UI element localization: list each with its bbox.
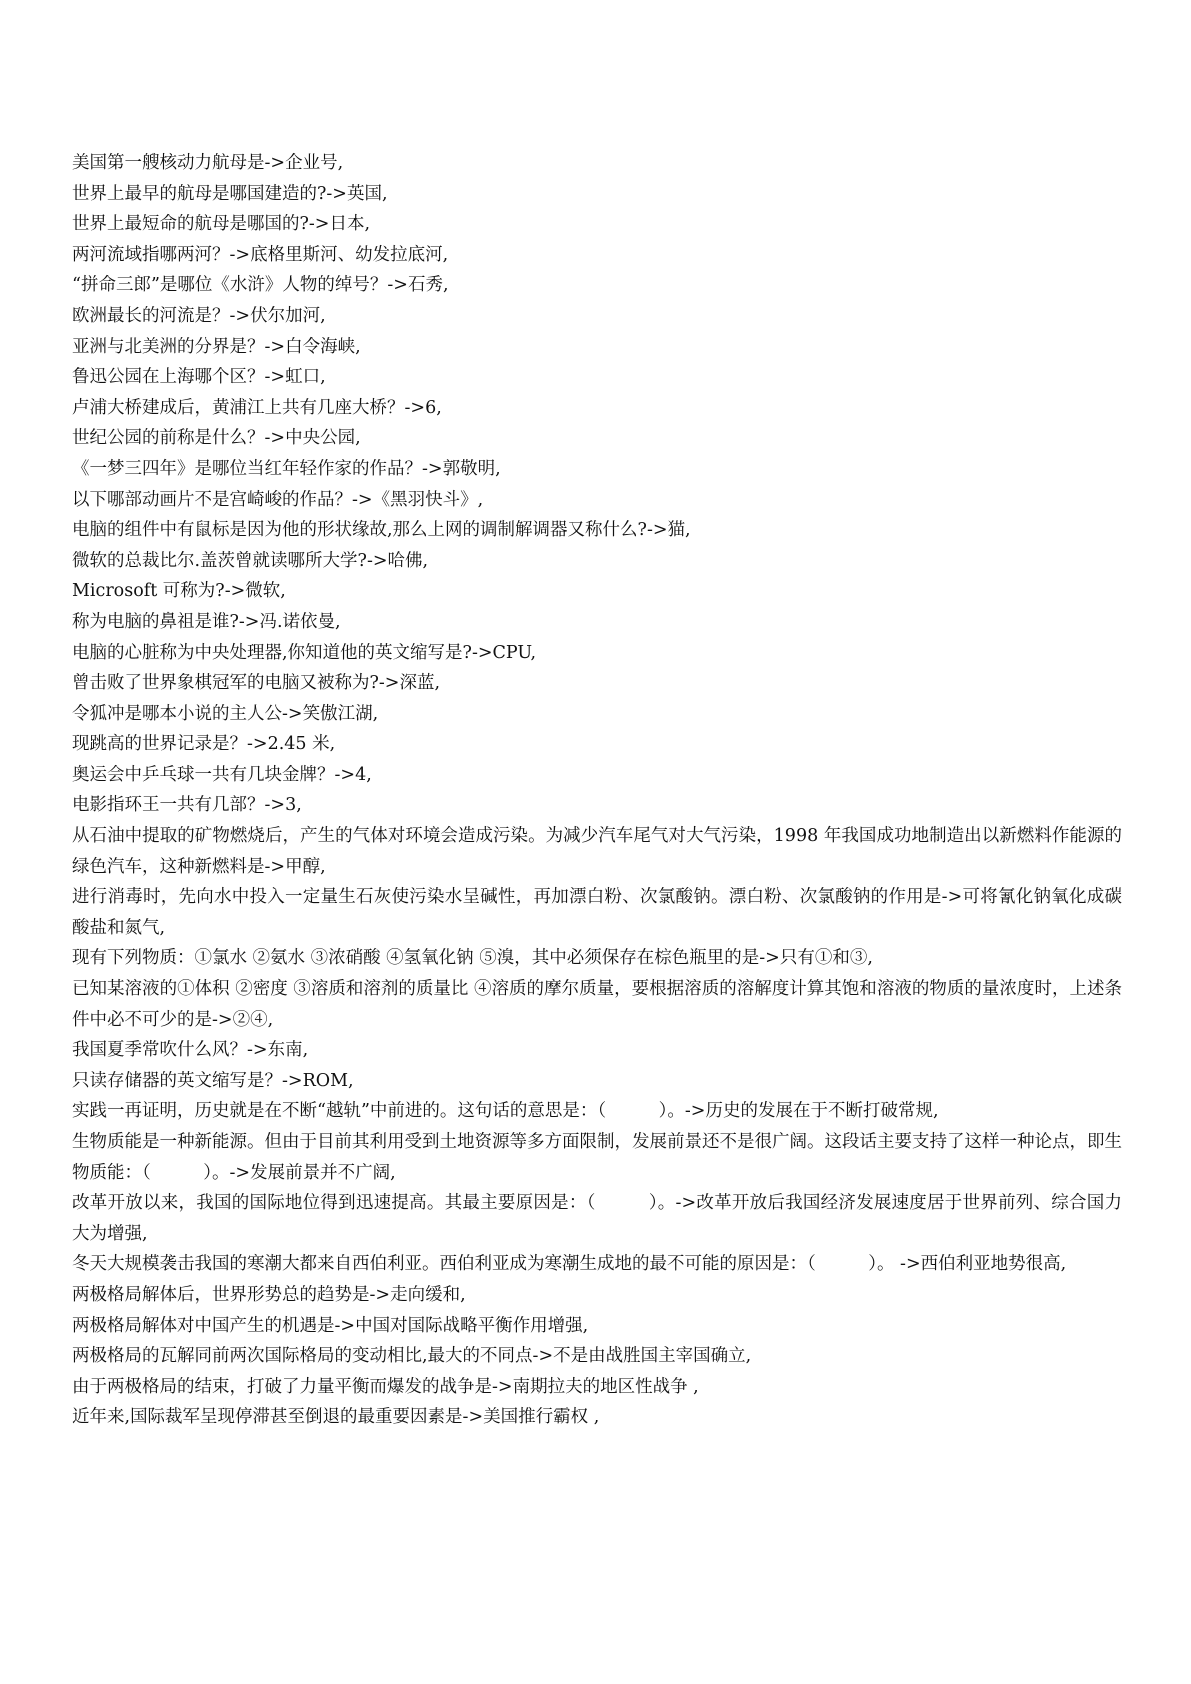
qa-line: 生物质能是一种新能源。但由于目前其利用受到土地资源等多方面限制，发展前景还不是很广阔。这段话主要支持了这样一种论点，即生物质能：（ ）。->发展前景并不广阔, bbox=[72, 1132, 1122, 1183]
qa-line: 奥运会中乒乓球一共有几块金牌？->4, bbox=[72, 764, 372, 785]
qa-line: 只读存储器的英文缩写是？->ROM, bbox=[72, 1070, 354, 1091]
qa-line: 改革开放以来，我国的国际地位得到迅速提高。其最主要原因是：（ ）。->改革开放后我国经济发展速度居于世界前列、综合国力大为增强, bbox=[72, 1193, 1122, 1244]
qa-line: 由于两极格局的结束，打破了力量平衡而爆发的战争是->南期拉夫的地区性战争 , bbox=[72, 1376, 699, 1397]
qa-line: 冬天大规模袭击我国的寒潮大都来自西伯利亚。西伯利亚成为寒潮生成地的最不可能的原因是：（ ）。 ->西伯利亚地势很高, bbox=[72, 1254, 1067, 1275]
qa-line: 令狐冲是哪本小说的主人公->笑傲江湖, bbox=[72, 703, 379, 724]
qa-line: 电脑的组件中有鼠标是因为他的形状缘故,那么上网的调制解调器又称什么?->猫, bbox=[72, 520, 691, 541]
qa-line: 两河流域指哪两河？->底格里斯河、幼发拉底河, bbox=[72, 244, 449, 265]
qa-line: 以下哪部动画片不是宫崎峻的作品？->《黑羽快斗》, bbox=[72, 489, 484, 510]
qa-line: 《一梦三四年》是哪位当红年轻作家的作品？->郭敬明, bbox=[72, 458, 501, 479]
qa-line: 从石油中提取的矿物燃烧后，产生的气体对环境会造成污染。为减少汽车尾气对大气污染，1998 年我国成功地制造出以新燃料作能源的绿色汽车，这种新燃料是->甲醇, bbox=[72, 826, 1122, 877]
qa-line: 亚洲与北美洲的分界是？->白令海峡, bbox=[72, 336, 361, 357]
qa-line: 世界上最短命的航母是哪国的?->日本, bbox=[72, 214, 371, 235]
qa-line: “拼命三郎”是哪位《水浒》人物的绰号？->石秀, bbox=[72, 275, 449, 296]
qa-line: 微软的总裁比尔.盖茨曾就读哪所大学?->哈佛, bbox=[72, 550, 429, 571]
qa-line: 欧洲最长的河流是？->伏尔加河, bbox=[72, 305, 326, 326]
qa-line: Microsoft 可称为?->微软, bbox=[72, 581, 286, 602]
qa-line: 曾击败了世界象棋冠军的电脑又被称为?->深蓝, bbox=[72, 673, 441, 694]
qa-line: 世纪公园的前称是什么？->中央公园, bbox=[72, 428, 361, 449]
qa-line: 我国夏季常吹什么风？->东南, bbox=[72, 1040, 309, 1061]
qa-line: 称为电脑的鼻祖是谁?->冯.诺依曼, bbox=[72, 611, 341, 632]
qa-line: 两极格局的瓦解同前两次国际格局的变动相比,最大的不同点->不是由战胜国主宰国确立, bbox=[72, 1346, 752, 1367]
qa-line: 世界上最早的航母是哪国建造的?->英国, bbox=[72, 183, 388, 204]
qa-line: 电影指环王一共有几部？->3, bbox=[72, 795, 302, 816]
qa-line: 卢浦大桥建成后，黄浦江上共有几座大桥？->6, bbox=[72, 397, 442, 418]
qa-line: 已知某溶液的①体积 ②密度 ③溶质和溶剂的质量比 ④溶质的摩尔质量，要根据溶质的溶解度计算其饱和溶液的物质的量浓度时，上述条件中必不可少的是->②④, bbox=[72, 979, 1122, 1030]
qa-line: 两极格局解体对中国产生的机遇是->中国对国际战略平衡作用增强, bbox=[72, 1315, 589, 1336]
qa-line: 进行消毒时，先向水中投入一定量生石灰使污染水呈碱性，再加漂白粉、次氯酸钠。漂白粉、次氯酸钠的作用是->可将氰化钠氧化成碳酸盐和氮气, bbox=[72, 887, 1122, 938]
qa-line: 实践一再证明，历史就是在不断“越轨”中前进的。这句话的意思是：（ ）。->历史的发展在于不断打破常规, bbox=[72, 1101, 939, 1122]
qa-line: 鲁迅公园在上海哪个区？->虹口, bbox=[72, 367, 326, 388]
qa-line: 现有下列物质：①氯水 ②氨水 ③浓硝酸 ④氢氧化钠 ⑤溴，其中必须保存在棕色瓶里的是->只有①和③, bbox=[72, 948, 873, 969]
qa-line: 近年来,国际裁军呈现停滞甚至倒退的最重要因素是->美国推行霸权 , bbox=[72, 1407, 600, 1428]
qa-line: 两极格局解体后，世界形势总的趋势是->走向缓和, bbox=[72, 1284, 466, 1305]
qa-line: 电脑的心脏称为中央处理器,你知道他的英文缩写是?->CPU, bbox=[72, 642, 537, 663]
qa-line: 美国第一艘核动力航母是->企业号, bbox=[72, 153, 344, 173]
qa-line: 现跳高的世界记录是？->2.45 米, bbox=[72, 734, 336, 755]
document-body bbox=[72, 148, 1122, 1433]
